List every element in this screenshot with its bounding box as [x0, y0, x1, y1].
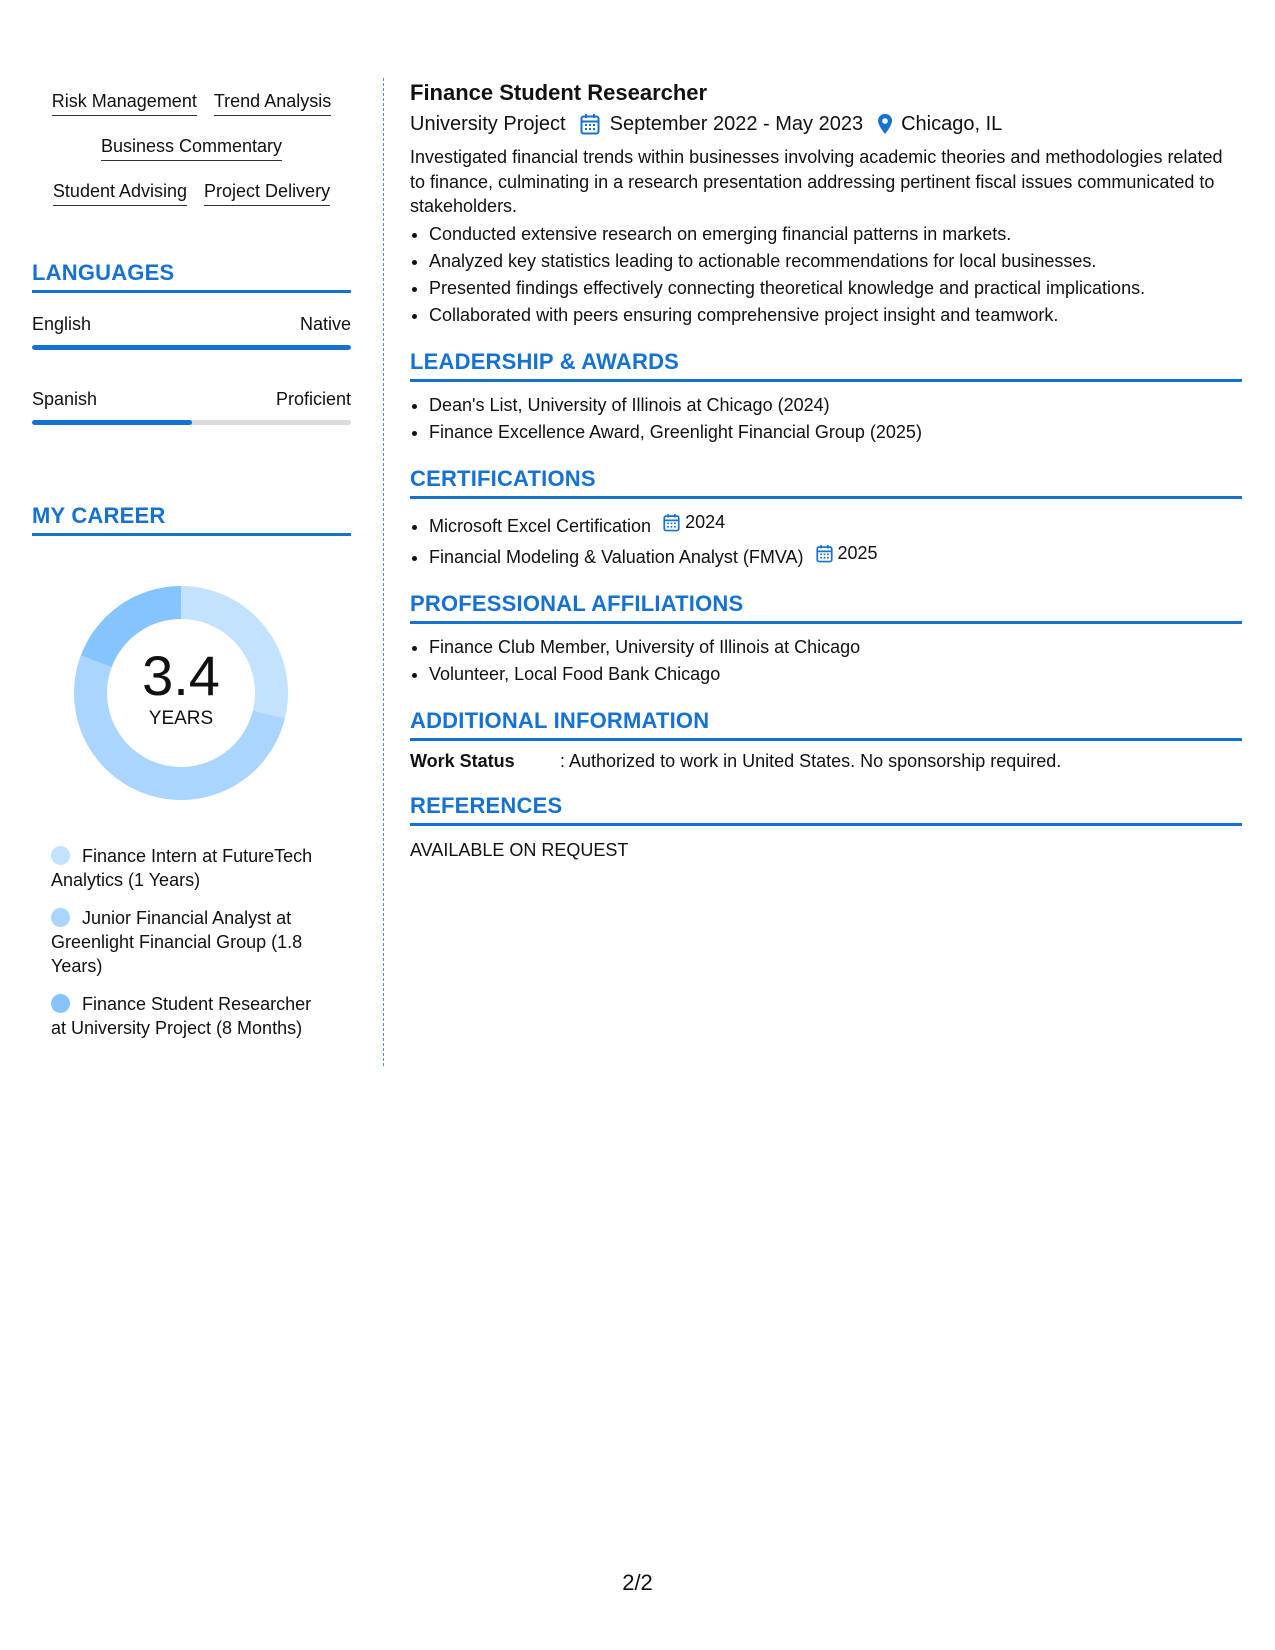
list-item: • Finance Club Member, University of Illinois at Chicago [429, 634, 1242, 661]
skill-tag: Project Delivery [204, 180, 330, 206]
language-item [32, 388, 351, 425]
job-title: Finance Student Researcher [410, 80, 708, 105]
skill-tag: Trend Analysis [214, 90, 331, 116]
language-level: Proficient [275, 389, 351, 409]
language-bar-fill [32, 420, 192, 425]
affiliations-title: PROFESSIONAL AFFILIATIONS [410, 591, 1242, 624]
legend-label: Finance Intern at FutureTech Analytics (1 Years) [51, 846, 313, 890]
language-name: English [32, 314, 92, 334]
cert-date: 2025 [837, 542, 878, 563]
leadership-title: LEADERSHIP & AWARDS [410, 349, 1242, 382]
list-item [429, 509, 1242, 540]
list-item: • Finance Excellence Award, Greenlight Financial Group (2025) [429, 419, 1242, 446]
list-item: • Presented findings effectively connecting theoretical knowledge and practical implications. [429, 275, 1242, 302]
additional-info-title: ADDITIONAL INFORMATION [410, 708, 1242, 741]
job-description: Investigated financial trends within businesses involving academic theories and methodologies related to finance, culminating in a research presentation addressing pertinent fiscal issues communicated to stakeholders. [410, 147, 1223, 216]
languages-title: LANGUAGES [32, 260, 351, 293]
skill-row [32, 80, 351, 125]
legend-item [51, 992, 331, 1040]
work-status-label: Work Status [410, 750, 515, 771]
list-item: • Collaborated with peers ensuring comprehensive project insight and teamwork. [429, 302, 1242, 329]
skill-tag: Risk Management [52, 90, 197, 116]
list-item: • Analyzed key statistics leading to actionable recommendations for local businesses. [429, 248, 1242, 275]
calendar-icon [580, 113, 600, 135]
certifications-list [410, 509, 1242, 571]
cert-date: 2024 [685, 511, 726, 532]
career-total-years: 3.4 [142, 644, 220, 707]
column-divider [383, 78, 384, 1066]
legend-item [51, 906, 331, 978]
list-item [429, 540, 1242, 571]
legend-dot [51, 994, 70, 1013]
language-level: Native [299, 314, 351, 334]
list-item: • Dean's List, University of Illinois at Chicago (2024) [429, 392, 1242, 419]
calendar-icon [663, 513, 680, 532]
job-meta [410, 111, 1242, 137]
donut-center [66, 578, 296, 808]
affiliations-list [410, 634, 1242, 688]
list-item: • Conducted extensive research on emerging financial patterns in markets. [429, 221, 1242, 248]
legend-item [51, 844, 331, 892]
language-name: Spanish [32, 389, 98, 409]
career-donut-chart [66, 578, 296, 808]
page-number: 2/2 [622, 1570, 653, 1595]
legend-dot [51, 846, 70, 865]
cert-name: Microsoft Excel Certification [429, 515, 652, 536]
language-bar [32, 420, 351, 425]
work-status-value: : Authorized to work in United States. No sponsorship required. [560, 750, 1062, 771]
certifications-title: CERTIFICATIONS [410, 466, 1242, 499]
right-column [410, 80, 1242, 862]
location-pin-icon [877, 113, 893, 135]
cert-name: Financial Modeling & Valuation Analyst (FMVA) [429, 546, 804, 567]
list-item: • Volunteer, Local Food Bank Chicago [429, 661, 1242, 688]
skill-row [32, 170, 351, 215]
legend-dot [51, 908, 70, 927]
references-title: REFERENCES [410, 793, 1242, 826]
references-text: AVAILABLE ON REQUEST [410, 839, 629, 860]
leadership-list [410, 392, 1242, 446]
language-item [32, 313, 351, 350]
cert-date-wrap [663, 509, 725, 536]
career-legend [51, 844, 331, 1040]
left-column [32, 80, 351, 1054]
skill-tag: Business Commentary [101, 135, 282, 161]
language-bar [32, 345, 351, 350]
cert-date-wrap [816, 540, 878, 567]
skill-row [32, 125, 351, 170]
skill-tag: Student Advising [53, 180, 187, 206]
skills-list [32, 80, 351, 215]
career-total-unit: YEARS [148, 708, 214, 729]
career-title: MY CAREER [32, 503, 351, 536]
language-bar-fill [32, 345, 351, 350]
job-bullets [410, 221, 1242, 329]
work-status-row [410, 749, 1242, 773]
calendar-icon [816, 544, 833, 563]
job-dates: September 2022 - May 2023 [609, 113, 864, 135]
legend-label: Junior Financial Analyst at Greenlight Financial Group (1.8 Years) [51, 908, 303, 976]
job-company: University Project [410, 113, 566, 135]
legend-label: Finance Student Researcher at University Project (8 Months) [51, 994, 312, 1038]
job-location: Chicago, IL [901, 113, 1003, 135]
